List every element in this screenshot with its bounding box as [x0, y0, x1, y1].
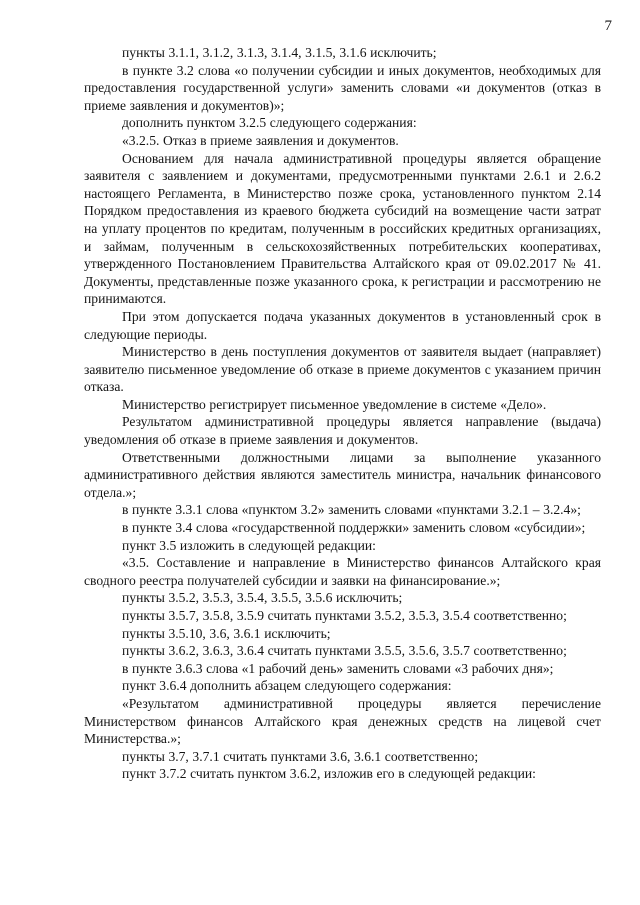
paragraph: в пункте 3.4 слова «государственной поддержки» заменить словом «субсидии»; — [122, 520, 586, 536]
document-body — [84, 44, 601, 783]
page-number: 7 — [604, 18, 612, 34]
paragraph: Основанием для начала административной процедуры является обращение заявителя с заявлением и документами, предусмотренными пунктами 2.6.1 и 2.6.2 настоящего Регламента, в Министерство позже срока, установленного пунктом 2.14 Порядком предоставления из краевого бюджета субсидий на возмещение части затрат на уплату процентов по кредитам, полученным в российских кредитных организациях, и займам, полученным в сельскохозяйственных потребительских кооперативах, утвержденного Постановлением Правительства Алтайского края от 09.02.2017 № 41. Документы, представленные позже указанного срока, к регистрации и рассмотрению не принимаются. — [84, 150, 601, 307]
paragraph: «Результатом административной процедуры является перечисление Министерством финансов Алтайского края денежных средств на лицевой счет Министерства.»; — [84, 695, 601, 747]
paragraph: пункты 3.5.2, 3.5.3, 3.5.4, 3.5.5, 3.5.6 исключить; — [122, 590, 403, 606]
paragraph: пункты 3.1.1, 3.1.2, 3.1.3, 3.1.4, 3.1.5, 3.1.6 исключить; — [122, 45, 437, 60]
paragraph: Результатом административной процедуры является направление (выдача) уведомления об отказе в приеме заявления и документов. — [84, 414, 601, 448]
paragraph: пункты 3.6.2, 3.6.3, 3.6.4 считать пунктами 3.5.5, 3.5.6, 3.5.7 соответственно; — [122, 643, 567, 659]
paragraph: пункт 3.7.2 считать пунктом 3.6.2, изложив его в следующей редакции: — [122, 766, 536, 782]
paragraph: в пункте 3.6.3 слова «1 рабочий день» заменить словами «3 рабочих дня»; — [122, 660, 554, 676]
paragraph: пункты 3.7, 3.7.1 считать пунктами 3.6, 3.6.1 соответственно; — [122, 748, 479, 764]
paragraph: Министерство регистрирует письменное уведомление в системе «Дело». — [122, 396, 547, 412]
paragraph: Министерство в день поступления документов от заявителя выдает (направляет) заявителю письменное уведомление об отказе в приеме документов с указанием причин отказа. — [84, 344, 601, 395]
paragraph: дополнить пунктом 3.2.5 следующего содержания: — [122, 115, 417, 131]
paragraph: «3.2.5. Отказ в приеме заявления и документов. — [122, 132, 399, 148]
paragraph: Ответственными должностными лицами за выполнение указанного административного действия являются заместитель министра, начальник финансового отдела.»; — [84, 449, 601, 500]
paragraph: пункт 3.5 изложить в следующей редакции: — [122, 537, 376, 553]
paragraph: «3.5. Составление и направление в Министерство финансов Алтайского края сводного реестра получателей субсидии и заявки на финансирование.»; — [84, 555, 601, 588]
paragraph: пункты 3.5.7, 3.5.8, 3.5.9 считать пунктами 3.5.2, 3.5.3, 3.5.4 соответственно; — [122, 608, 567, 623]
paragraph: пункт 3.6.4 дополнить абзацем следующего содержания: — [122, 678, 452, 694]
paragraph: в пункте 3.3.1 слова «пунктом 3.2» заменить словами «пунктами 3.2.1 – 3.2.4»; — [122, 502, 581, 518]
paragraph: в пункте 3.2 слова «о получении субсидии и иных документов, необходимых для предоставления государственной услуги» заменить словами «и документов (отказ в приеме заявления и документов)»; — [84, 62, 601, 113]
paragraph: пункты 3.5.10, 3.6, 3.6.1 исключить; — [122, 625, 331, 641]
paragraph: При этом допускается подача указанных документов в установленный срок в следующие периоды. — [84, 308, 601, 342]
